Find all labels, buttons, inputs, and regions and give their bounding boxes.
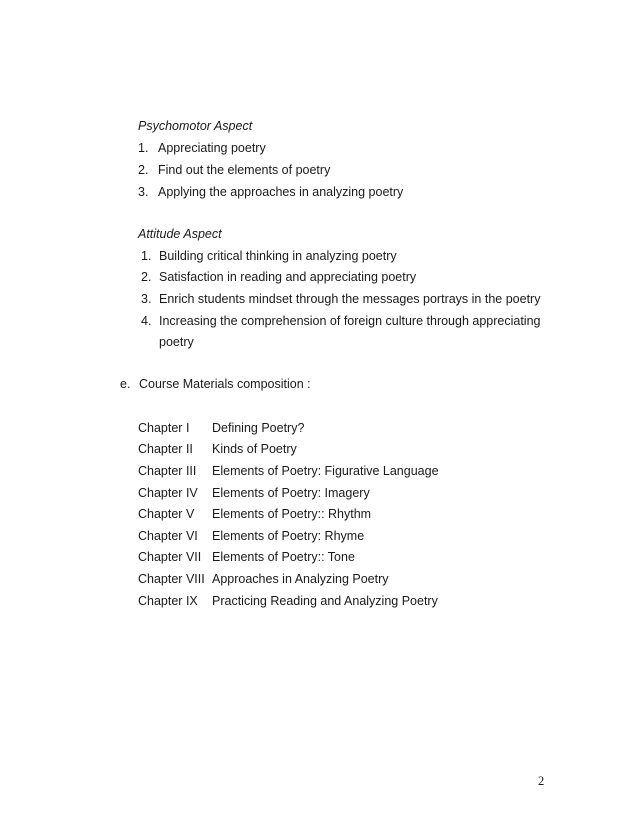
attitude-item-4	[141, 315, 541, 328]
chapter-title: Practicing Reading and Analyzing Poetry	[212, 594, 438, 608]
list-number: 2.	[138, 163, 149, 177]
list-number: 1.	[141, 249, 152, 263]
psychomotor-item-3	[138, 186, 403, 199]
chapter-label: Chapter IV	[138, 486, 198, 500]
chapter-title: Elements of Poetry: Imagery	[212, 486, 370, 500]
section-heading-text: Course Materials composition :	[139, 377, 311, 391]
chapter-title: Elements of Poetry:: Rhythm	[212, 507, 372, 521]
list-item-text: Applying the approaches in analyzing poetry	[158, 185, 404, 199]
list-item-text: Building critical thinking in analyzing poetry	[159, 249, 397, 263]
psychomotor-item-2	[138, 164, 330, 177]
chapter-title: Elements of Poetry: Rhyme	[212, 529, 365, 543]
list-number: 3.	[138, 185, 149, 199]
chapter-label: Chapter VIII	[138, 572, 205, 586]
chapter-title: Elements of Poetry: Figurative Language	[212, 464, 439, 478]
chapter-title: Elements of Poetry:: Tone	[212, 550, 355, 564]
chapter-label: Chapter III	[138, 464, 197, 478]
list-number: 1.	[138, 141, 149, 155]
attitude-heading: Attitude Aspect	[138, 227, 222, 241]
chapter-title: Approaches in Analyzing Poetry	[212, 572, 389, 586]
list-number: 2.	[141, 270, 152, 284]
attitude-item-2	[141, 271, 416, 284]
chapter-label: Chapter V	[138, 507, 195, 521]
chapter-label: Chapter II	[138, 442, 193, 456]
attitude-item-3	[141, 293, 540, 306]
list-number: 3.	[141, 292, 152, 306]
section-marker: e.	[120, 377, 131, 391]
chapter-label: Chapter I	[138, 421, 190, 435]
chapter-label: Chapter IX	[138, 594, 198, 608]
chapter-title: Kinds of Poetry	[212, 442, 297, 456]
list-item-text: Satisfaction in reading and appreciating poetry	[159, 270, 417, 284]
psychomotor-item-1	[138, 142, 266, 155]
chapter-label: Chapter VII	[138, 550, 202, 564]
chapter-title: Defining Poetry?	[212, 421, 305, 435]
list-item-text: Find out the elements of poetry	[158, 163, 331, 177]
chapter-label: Chapter VI	[138, 529, 198, 543]
course-materials-heading	[120, 378, 311, 391]
list-item-text: Enrich students mindset through the messages portrays in the poetry	[159, 292, 541, 306]
list-item-text: Appreciating poetry	[158, 141, 266, 155]
attitude-item-1	[141, 250, 397, 263]
list-item-text: Increasing the comprehension of foreign culture through appreciating	[159, 314, 541, 328]
psychomotor-heading: Psychomotor Aspect	[138, 119, 253, 133]
page-number: 2	[538, 774, 545, 788]
attitude-item-4-continuation: poetry	[159, 335, 194, 349]
list-number: 4.	[141, 314, 152, 328]
